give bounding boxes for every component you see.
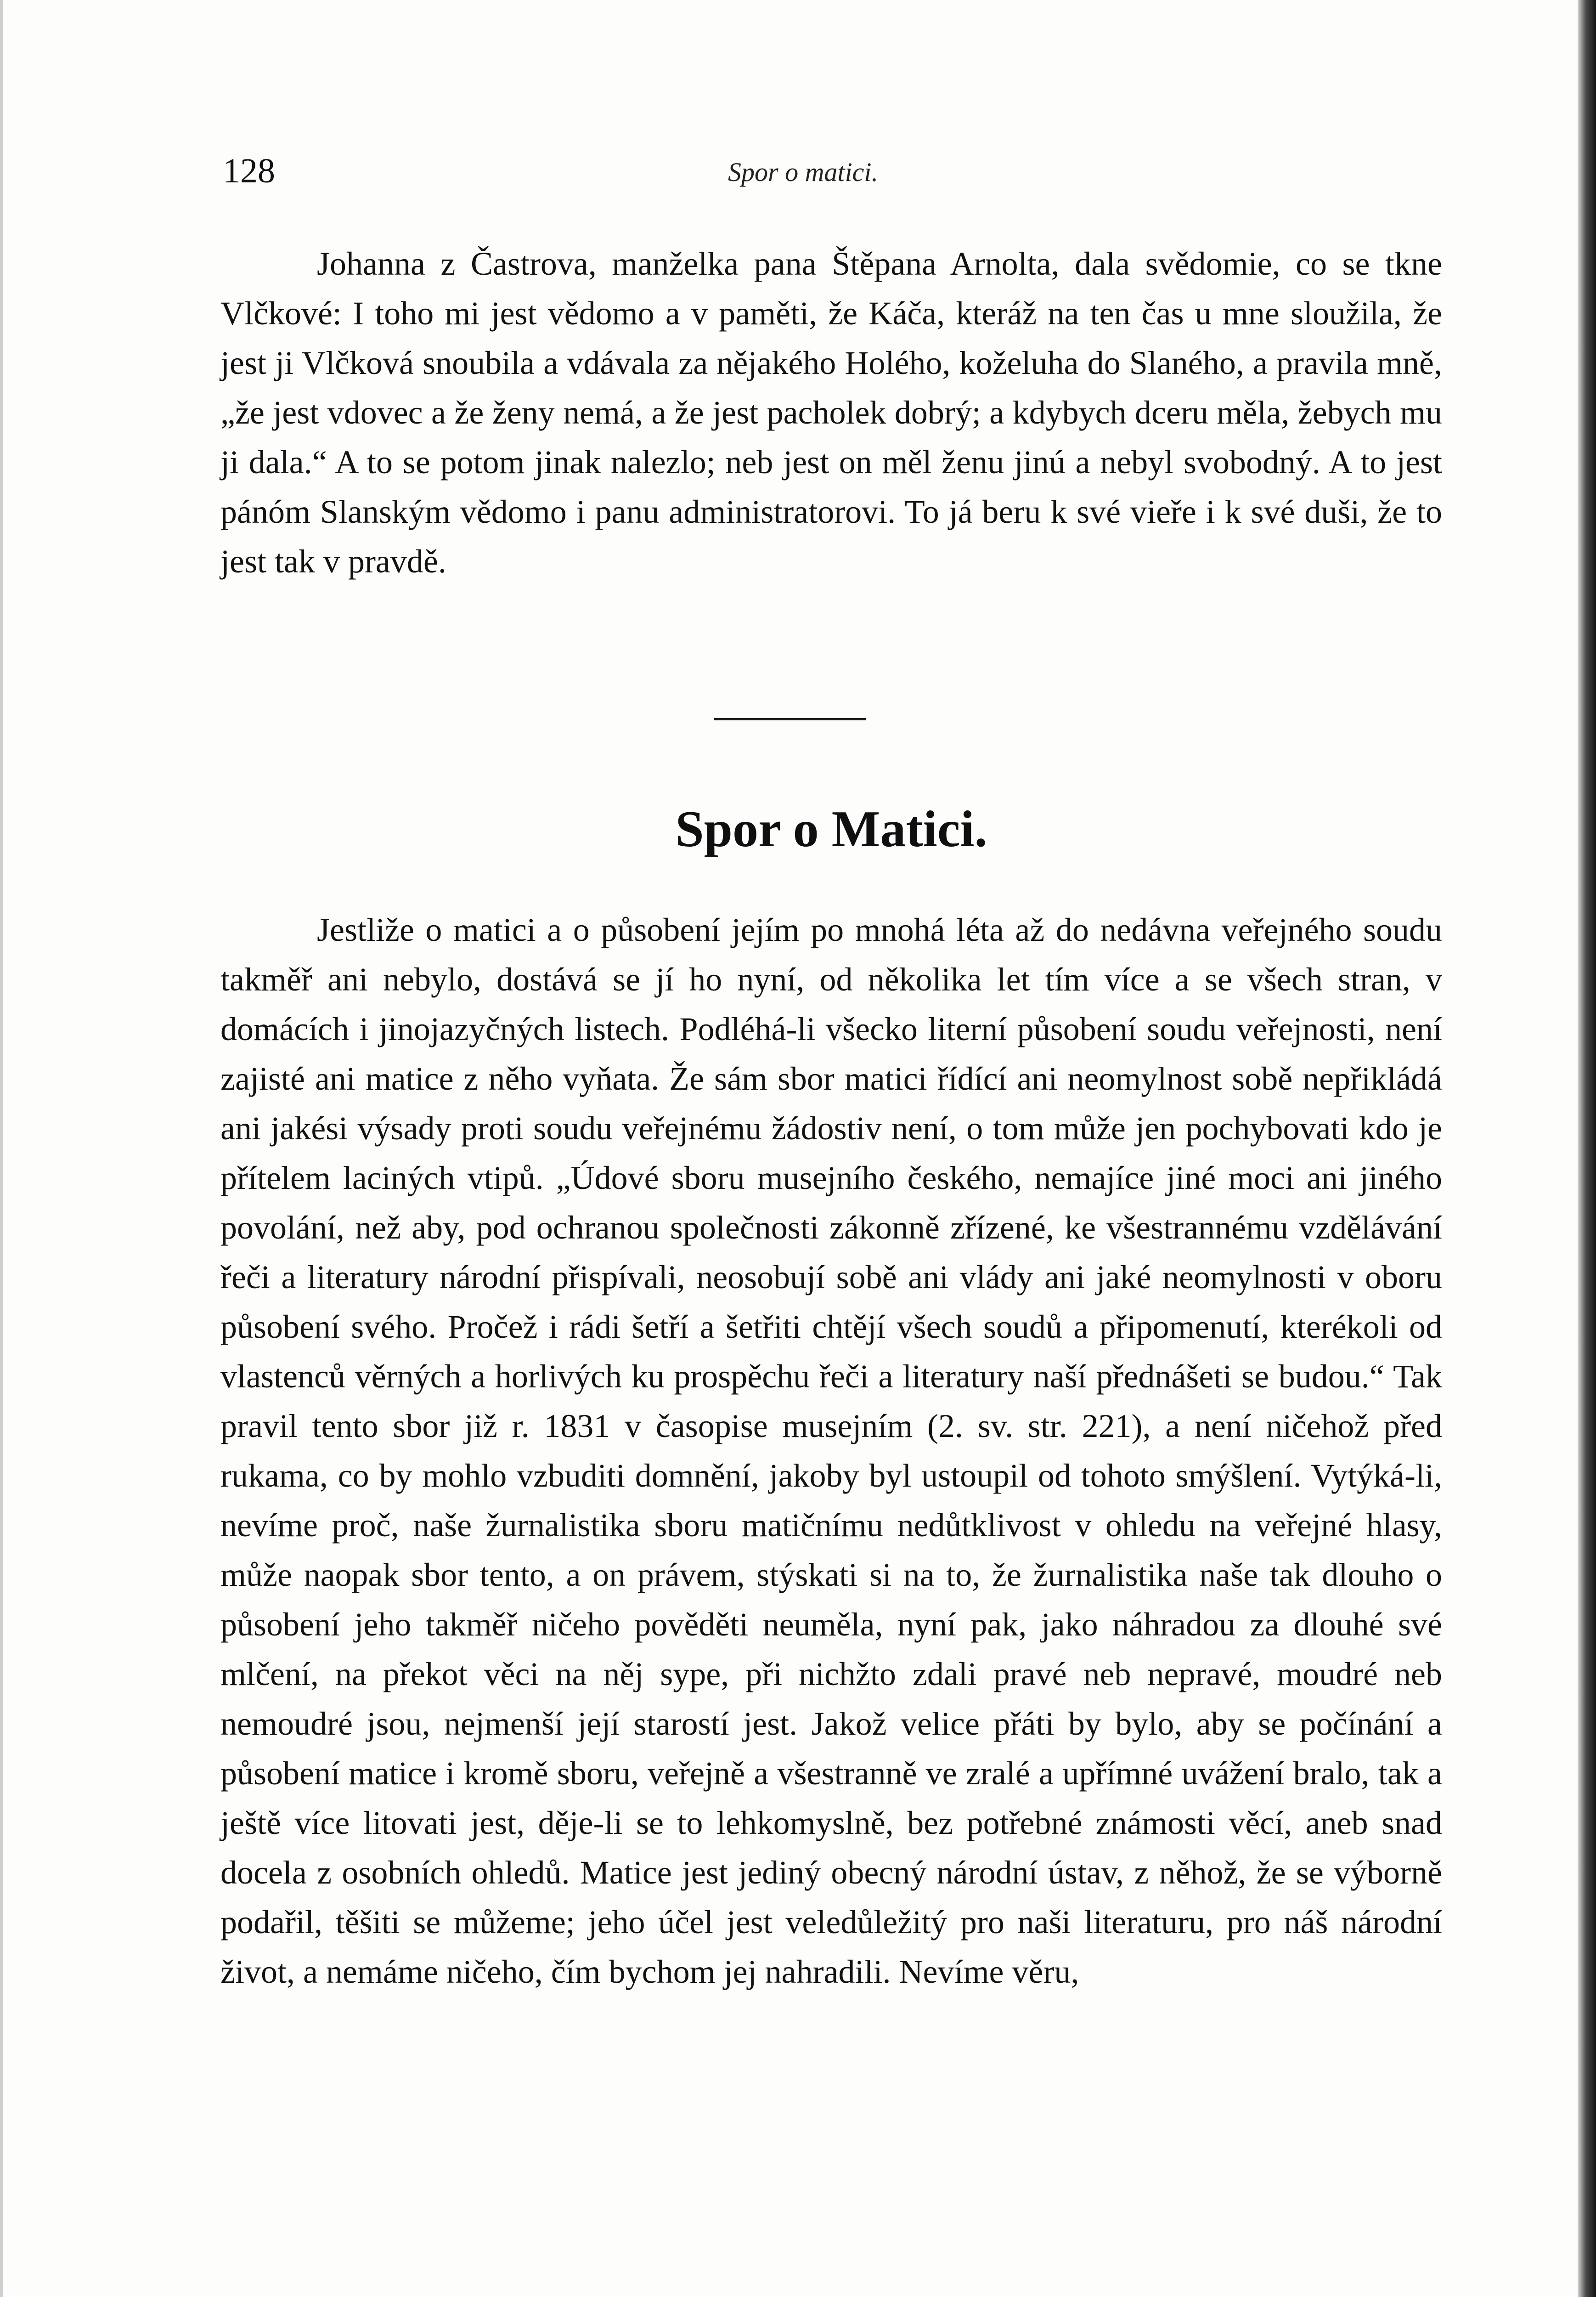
paragraph-testimony: [220, 239, 1442, 586]
paragraph-article: [220, 905, 1442, 1997]
paragraph-text: Jestliže o matici a o působení jejím po mnohá léta až do nedávna veřejného soudu takměř ani nebylo, dostává se jí ho nyní, od několika let tím více a se všech stran, v domácích i jinojazyčných listech. Podléhá-li všecko literní působení soudu veřejnosti, není zajisté ani matice z něho vyňata. Že sám sbor matici řídící ani neomylnost sobě nepřikládá ani jakési výsady proti soudu veřejnému žádostiv není, o tom může jen pochybovati kdo je přítelem laciných vtipů. „Údové sboru musejního českého, nemajíce jiné moci ani jiného povolání, než aby, pod ochranou společnosti zákonně zřízené, ke všestrannému vzdělávání řeči a literatury národní přispívali, neosobují sobě ani vlády ani jaké neomylnosti v oboru působení svého. Pročež i rádi šetří a šetřiti chtějí všech soudů a připomenutí, kterékoli od vlastenců věrných a horlivých ku prospěchu řeči a literatury naší přednášeti se budou.“ Tak pravil tento sbor již r. 1831 v časopise musejním (2. sv. str. 221), a není ničehož před rukama, co by mohlo vzbuditi domnění, jakoby byl ustoupil od tohoto smýšlení. Vytýká-li, nevíme proč, naše žurnalistika sboru matičnímu nedůtklivost v ohledu na veřejné hlasy, může naopak sbor tento, a on právem, stýskati si na to, že žurnalistika naše tak dlouho o působení jeho takměř ničeho pověděti neuměla, nyní pak, jako náhradou za dlouhé své mlčení, na překot věci na něj sype, při nichžto zdali pravé neb nepravé, moudré neb nemoudré jsou, nejmenší její starostí jest. Jakož velice přáti by bylo, aby se počínání a působení matice i kromě sboru, veřejně a všestranně ve zralé a upřímné uvážení bralo, tak a ještě více litovati jest, děje-li se to lehkomyslně, bez potřebné známosti věcí, aneb snad docela z osobních ohledů. Matice jest jediný obecný národní ústav, z něhož, že se výborně podařil, těšiti se můžeme; jeho účel jest veledůležitý pro naši literaturu, pro náš národní život, a nemáme ničeho, čím bychom jej nahradili. Nevíme věru,: [220, 911, 1442, 1990]
scan-edge-left: [0, 0, 3, 2297]
page-number: 128: [223, 152, 275, 190]
paragraph-text: Johanna z Častrova, manželka pana Štěpana Arnolta, dala svědomie, co se tkne Vlčkové: I toho mi jest vědomo a v paměti, že Káča, kteráž na ten čas u mne sloužila, že jest ji Vlčková snoubila a vdávala za nějakého Holého, koželuha do Slaného, a pravila mně, „že jest vdovec a že ženy nemá, a že jest pacholek dobrý; a kdybych dceru měla, žebych mu ji dala.“ A to se potom jinak nalezlo; neb jest on měl ženu jinú a nebyl svobodný. A to jest pánóm Slanským vědomo i panu administratorovi. To já beru k své vieře i k své duši, že to jest tak v pravdě.: [220, 245, 1442, 580]
section-heading: Spor o Matici.: [675, 801, 987, 858]
running-head: [223, 148, 1444, 198]
running-title: Spor o matici.: [728, 157, 879, 187]
scan-edge-right: [1578, 0, 1596, 2297]
section-divider: [714, 718, 866, 720]
